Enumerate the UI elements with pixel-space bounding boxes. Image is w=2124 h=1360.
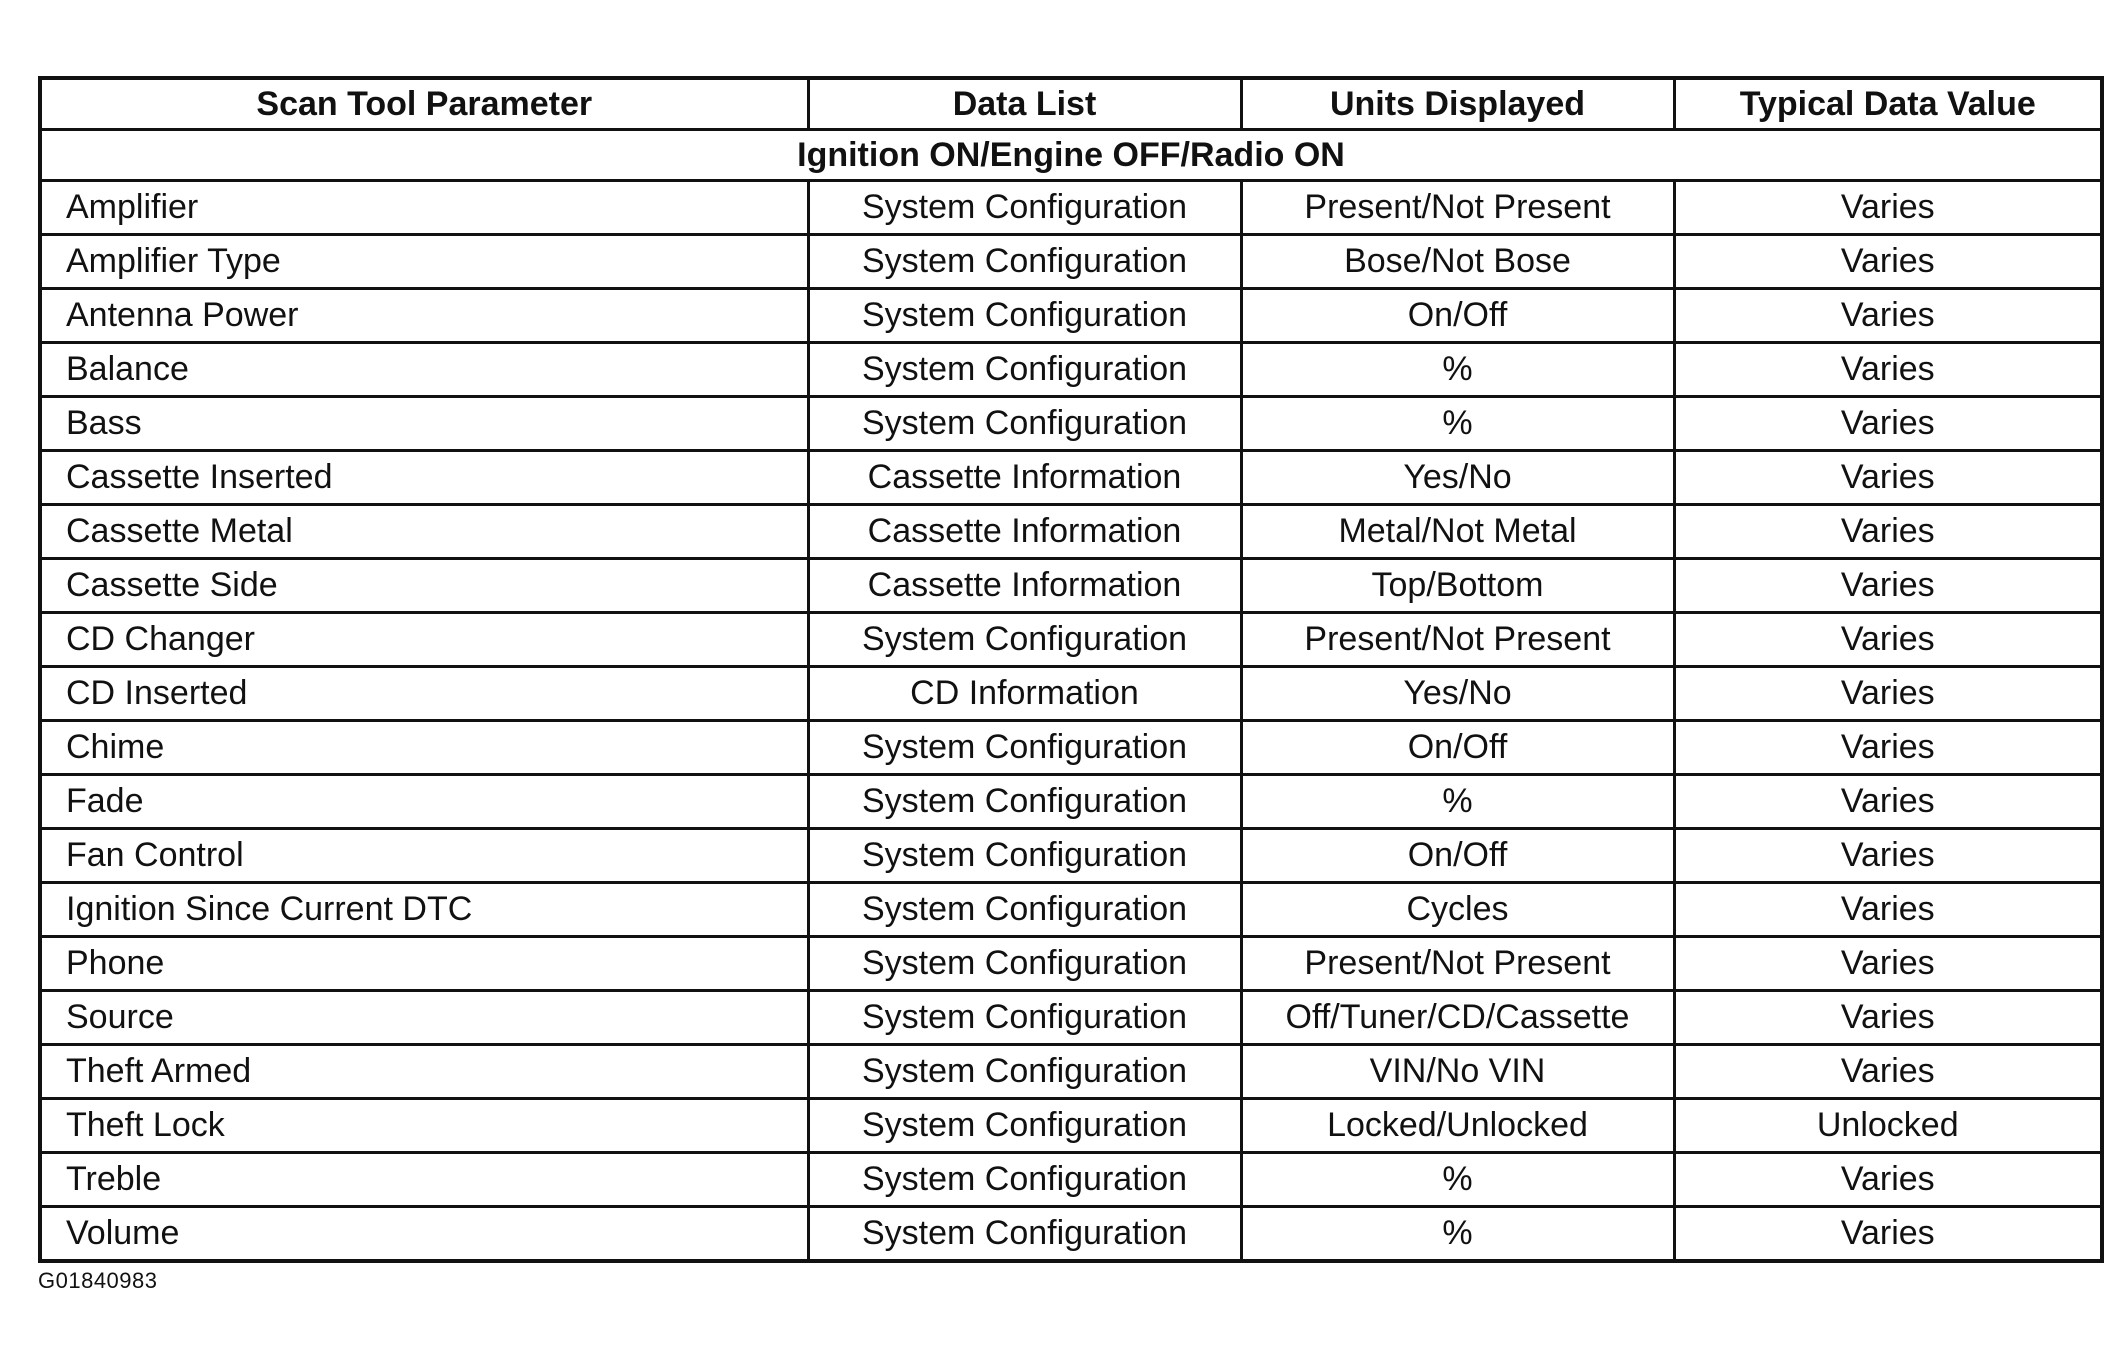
data-list-cell: System Configuration [808, 1099, 1241, 1153]
table-row [40, 667, 2102, 721]
typical-value-cell: Varies [1674, 883, 2102, 937]
units-cell: On/Off [1241, 829, 1674, 883]
table-row [40, 721, 2102, 775]
typical-value-cell: Varies [1674, 397, 2102, 451]
data-list-cell: System Configuration [808, 235, 1241, 289]
parameter-cell: CD Inserted [40, 667, 808, 721]
typical-value-cell: Varies [1674, 559, 2102, 613]
header-data-list: Data List [808, 78, 1241, 130]
units-cell: Top/Bottom [1241, 559, 1674, 613]
parameter-cell: Amplifier Type [40, 235, 808, 289]
parameter-cell: Ignition Since Current DTC [40, 883, 808, 937]
parameter-cell: Treble [40, 1153, 808, 1207]
parameter-cell: Antenna Power [40, 289, 808, 343]
units-cell: Present/Not Present [1241, 181, 1674, 235]
typical-value-cell: Varies [1674, 775, 2102, 829]
table-row [40, 775, 2102, 829]
header-scan-tool-parameter: Scan Tool Parameter [40, 78, 808, 130]
parameter-cell: Amplifier [40, 181, 808, 235]
data-list-cell: Cassette Information [808, 505, 1241, 559]
typical-value-cell: Unlocked [1674, 1099, 2102, 1153]
parameter-cell: Fade [40, 775, 808, 829]
table-row [40, 181, 2102, 235]
table-row [40, 937, 2102, 991]
data-list-cell: System Configuration [808, 721, 1241, 775]
data-list-cell: System Configuration [808, 775, 1241, 829]
table-row [40, 613, 2102, 667]
typical-value-cell: Varies [1674, 1207, 2102, 1262]
table-row [40, 289, 2102, 343]
parameter-cell: Cassette Inserted [40, 451, 808, 505]
typical-value-cell: Varies [1674, 613, 2102, 667]
typical-value-cell: Varies [1674, 937, 2102, 991]
table-row [40, 829, 2102, 883]
table-row [40, 559, 2102, 613]
table-row [40, 235, 2102, 289]
parameter-cell: Fan Control [40, 829, 808, 883]
table-row [40, 1045, 2102, 1099]
data-list-cell: System Configuration [808, 289, 1241, 343]
table-row [40, 451, 2102, 505]
table-row [40, 1099, 2102, 1153]
data-list-cell: System Configuration [808, 883, 1241, 937]
data-list-cell: System Configuration [808, 937, 1241, 991]
units-cell: % [1241, 1153, 1674, 1207]
typical-value-cell: Varies [1674, 505, 2102, 559]
typical-value-cell: Varies [1674, 181, 2102, 235]
units-cell: Cycles [1241, 883, 1674, 937]
figure-id: G01840983 [38, 1268, 158, 1293]
units-cell: % [1241, 397, 1674, 451]
typical-value-cell: Varies [1674, 451, 2102, 505]
table-row [40, 1153, 2102, 1207]
data-list-cell: System Configuration [808, 991, 1241, 1045]
table-header-row [40, 78, 2102, 130]
typical-value-cell: Varies [1674, 1153, 2102, 1207]
typical-value-cell: Varies [1674, 343, 2102, 397]
parameter-cell: Phone [40, 937, 808, 991]
table-row [40, 343, 2102, 397]
typical-value-cell: Varies [1674, 235, 2102, 289]
data-list-cell: System Configuration [808, 829, 1241, 883]
units-cell: % [1241, 1207, 1674, 1262]
data-list-cell: System Configuration [808, 1153, 1241, 1207]
typical-value-cell: Varies [1674, 289, 2102, 343]
units-cell: Off/Tuner/CD/Cassette [1241, 991, 1674, 1045]
data-list-cell: System Configuration [808, 397, 1241, 451]
data-list-cell: System Configuration [808, 613, 1241, 667]
scan-tool-data-table [38, 76, 2104, 1263]
units-cell: Metal/Not Metal [1241, 505, 1674, 559]
typical-value-cell: Varies [1674, 829, 2102, 883]
parameter-cell: CD Changer [40, 613, 808, 667]
units-cell: On/Off [1241, 289, 1674, 343]
data-list-cell: System Configuration [808, 1207, 1241, 1262]
header-typical-data-value: Typical Data Value [1674, 78, 2102, 130]
units-cell: Yes/No [1241, 667, 1674, 721]
table-row [40, 397, 2102, 451]
parameter-cell: Theft Lock [40, 1099, 808, 1153]
units-cell: Present/Not Present [1241, 613, 1674, 667]
table-row [40, 505, 2102, 559]
parameter-cell: Cassette Metal [40, 505, 808, 559]
typical-value-cell: Varies [1674, 1045, 2102, 1099]
table-row [40, 991, 2102, 1045]
parameter-cell: Balance [40, 343, 808, 397]
units-cell: Bose/Not Bose [1241, 235, 1674, 289]
parameter-cell: Theft Armed [40, 1045, 808, 1099]
parameter-cell: Chime [40, 721, 808, 775]
parameter-cell: Volume [40, 1207, 808, 1262]
units-cell: % [1241, 775, 1674, 829]
parameter-cell: Bass [40, 397, 808, 451]
data-list-cell: System Configuration [808, 1045, 1241, 1099]
table-row [40, 1207, 2102, 1262]
data-list-cell: CD Information [808, 667, 1241, 721]
units-cell: Present/Not Present [1241, 937, 1674, 991]
data-list-cell: System Configuration [808, 181, 1241, 235]
header-units-displayed: Units Displayed [1241, 78, 1674, 130]
data-list-cell: Cassette Information [808, 451, 1241, 505]
units-cell: % [1241, 343, 1674, 397]
typical-value-cell: Varies [1674, 991, 2102, 1045]
section-row [40, 130, 2102, 181]
units-cell: Locked/Unlocked [1241, 1099, 1674, 1153]
section-title: Ignition ON/Engine OFF/Radio ON [40, 130, 2102, 181]
units-cell: VIN/No VIN [1241, 1045, 1674, 1099]
units-cell: Yes/No [1241, 451, 1674, 505]
data-list-cell: Cassette Information [808, 559, 1241, 613]
units-cell: On/Off [1241, 721, 1674, 775]
data-list-cell: System Configuration [808, 343, 1241, 397]
typical-value-cell: Varies [1674, 667, 2102, 721]
typical-value-cell: Varies [1674, 721, 2102, 775]
table-row [40, 883, 2102, 937]
parameter-cell: Source [40, 991, 808, 1045]
parameter-cell: Cassette Side [40, 559, 808, 613]
